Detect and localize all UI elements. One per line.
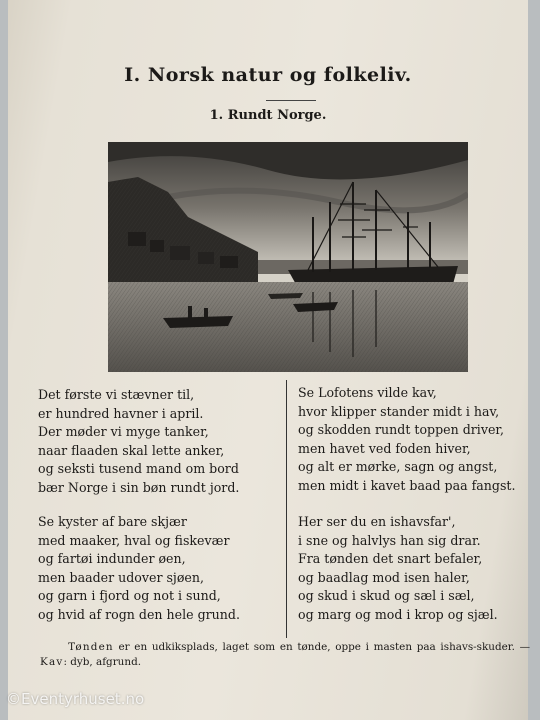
harbor-illustration — [108, 142, 468, 372]
poem-line: og fartøi indunder øen, — [38, 551, 186, 567]
poem-line: er hundred havner i april. — [38, 405, 204, 421]
footnote — [40, 640, 530, 670]
title-divider — [266, 100, 316, 101]
poem-line: og garn i fjord og not i sund, — [38, 588, 221, 604]
poem-line: og skud i skud og sæl i sæl, — [298, 588, 475, 604]
poem-line: Se kyster af bare skjær — [38, 514, 187, 529]
footnote-term-kav: Kav — [40, 656, 64, 668]
footnote-definition-tonden: er en udkiksplads, laget som en tønde, oppe i masten paa ishavs-skuder. — — [113, 641, 530, 653]
poem-line: men midt i kavet baad paa fangst. — [298, 477, 516, 493]
poem-line: men havet ved foden hiver, — [298, 440, 471, 456]
footnote-definition-kav: : dyb, afgrund. — [63, 656, 142, 668]
poem-line: og baadlag mod isen haler, — [298, 569, 470, 585]
poem-line: og seksti tusend mand om bord — [38, 461, 239, 477]
poem-line: men baader udover sjøen, — [38, 569, 204, 585]
poem-line: Fra tønden det snart befaler, — [298, 551, 483, 567]
poem-line: hvor klipper stander midt i hav, — [298, 403, 500, 419]
footnote-term-tonden: Tønden — [68, 641, 114, 653]
stanza-2 — [38, 513, 240, 625]
stanza-3 — [298, 384, 516, 496]
poem-line: og hvid af rogn den hele grund. — [38, 606, 240, 622]
book-page — [8, 0, 528, 720]
poem-line: bær Norge i sin bøn rundt jord. — [38, 479, 240, 495]
poem-line: Der møder vi myge tanker, — [38, 424, 209, 440]
poem-line: i sne og halvlys han sig drar. — [298, 532, 481, 548]
chapter-title: I. Norsk natur og folkeliv. — [124, 64, 412, 86]
watermark: ©Eventyrhuset.no — [6, 690, 145, 708]
poem-line: og skodden rundt toppen driver, — [298, 422, 505, 438]
poem-line: Her ser du en ishavsfar', — [298, 514, 456, 529]
poem-line: naar flaaden skal lette anker, — [38, 442, 225, 458]
poem-line: og alt er mørke, sagn og angst, — [298, 459, 498, 475]
poem-line: med maaker, hval og fiskevær — [38, 532, 230, 548]
poem-line: Se Lofotens vilde kav, — [298, 385, 437, 400]
column-divider — [286, 380, 287, 638]
stanza-4 — [298, 513, 498, 625]
poem-title: 1. Rundt Norge. — [209, 108, 327, 123]
poem-line: og marg og mod i krop og sjæl. — [298, 606, 498, 622]
stanza-1 — [38, 386, 239, 498]
poem-line: Det første vi stævner til, — [38, 387, 195, 402]
